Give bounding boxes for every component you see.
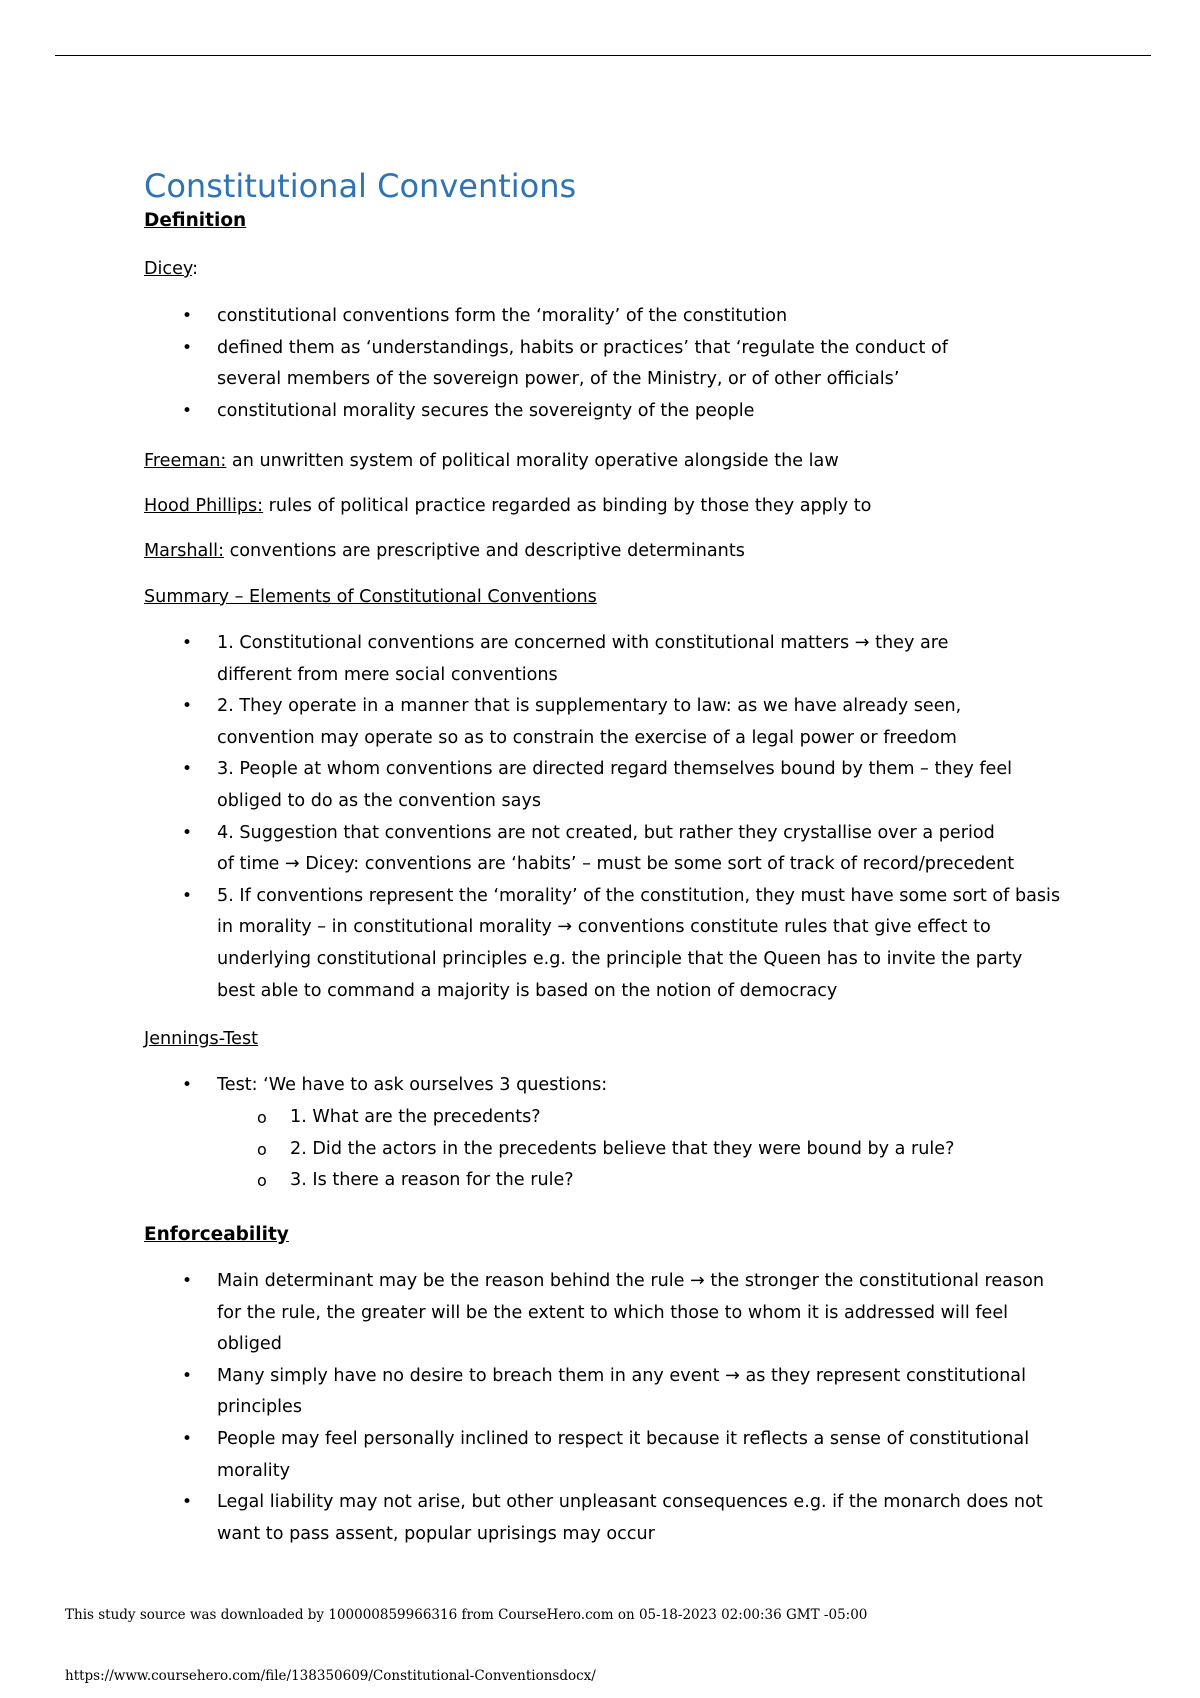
dicey-bullets xyxy=(144,301,1074,427)
top-rule xyxy=(55,55,1151,56)
list-item: o 2. Did the actors in the precedents believe that they were bound by a rule? xyxy=(144,1134,954,1166)
list-item: • 1. Constitutional conventions are concerned with constitutional matters → they are different from mere social conventions xyxy=(144,628,1017,691)
list-item: • 5. If conventions represent the ‘morality’ of the constitution, they must have some sort of basis in morality – in constitutional morality → conventions constitute rules that give effect to underlying constitutional principles e.g. the principle that the Queen has to invite the party best able to command a majority is based on the notion of democracy xyxy=(144,881,1062,1007)
jennings-heading: Jennings-Test xyxy=(144,1029,259,1049)
list-item: • constitutional morality secures the sovereignty of the people xyxy=(144,396,1074,428)
marshall-label: Marshall: xyxy=(144,541,224,561)
jennings-questions xyxy=(144,1102,954,1197)
hood-phillips-label: Hood Phillips: xyxy=(144,496,264,516)
marshall-line xyxy=(144,536,745,568)
jennings-bullets xyxy=(144,1070,1074,1102)
list-item: o 3. Is there a reason for the rule? xyxy=(144,1165,954,1197)
definition-heading: Definition xyxy=(144,210,247,231)
enforceability-heading: Enforceability xyxy=(144,1224,289,1245)
marshall-text: conventions are prescriptive and descriptive determinants xyxy=(224,541,745,561)
list-item: • Test: ‘We have to ask ourselves 3 questions: xyxy=(144,1070,1074,1102)
dicey-name: Dicey xyxy=(144,259,193,279)
summary-heading: Summary – Elements of Constitutional Conventions xyxy=(144,587,597,607)
enforceability-bullets xyxy=(144,1266,1074,1550)
list-item: • 4. Suggestion that conventions are not created, but rather they crystallise over a period of time → Dicey: conventions are ‘habits’ – must be some sort of track of record/precedent xyxy=(144,818,1017,881)
freeman-text: an unwritten system of political morality operative alongside the law xyxy=(226,451,839,471)
source-url[interactable]: https://www.coursehero.com/file/138350609/Constitutional-Conventionsdocx/ xyxy=(65,1668,596,1684)
list-item: o 1. What are the precedents? xyxy=(144,1102,954,1134)
list-item: • 3. People at whom conventions are directed regard themselves bound by them – they feel obliged to do as the convention says xyxy=(144,754,1017,817)
freeman-label: Freeman: xyxy=(144,451,227,471)
dicey-colon: : xyxy=(192,259,199,279)
list-item: • 2. They operate in a manner that is supplementary to law: as we have already seen, convention may operate so as to constrain the exercise of a legal power or freedom xyxy=(144,691,1017,754)
dicey-label xyxy=(144,254,198,286)
hood-phillips-text: rules of political practice regarded as binding by those they apply to xyxy=(263,496,872,516)
hood-phillips-line xyxy=(144,491,871,523)
download-note: This study source was downloaded by 100000859966316 from CourseHero.com on 05-18-2023 02:00:36 GMT -05:00 xyxy=(65,1607,868,1623)
freeman-line xyxy=(144,446,839,478)
list-item: • defined them as ‘understandings, habits or practices’ that ‘regulate the conduct of several members of the sovereign power, of the Ministry, or of other officials’ xyxy=(144,333,997,396)
list-item: • Legal liability may not arise, but other unpleasant consequences e.g. if the monarch does not want to pass assent, popular uprisings may occur xyxy=(144,1487,1062,1550)
list-item: • People may feel personally inclined to respect it because it reflects a sense of constitutional morality xyxy=(144,1424,1062,1487)
list-item: • constitutional conventions form the ‘morality’ of the constitution xyxy=(144,301,1074,333)
page-title: Constitutional Conventions xyxy=(144,167,577,205)
summary-bullets xyxy=(144,628,1074,1007)
list-item: • Many simply have no desire to breach them in any event → as they represent constitutional principles xyxy=(144,1361,1062,1424)
list-item: • Main determinant may be the reason behind the rule → the stronger the constitutional reason for the rule, the greater will be the extent to which those to whom it is addressed will feel obliged xyxy=(144,1266,1062,1361)
